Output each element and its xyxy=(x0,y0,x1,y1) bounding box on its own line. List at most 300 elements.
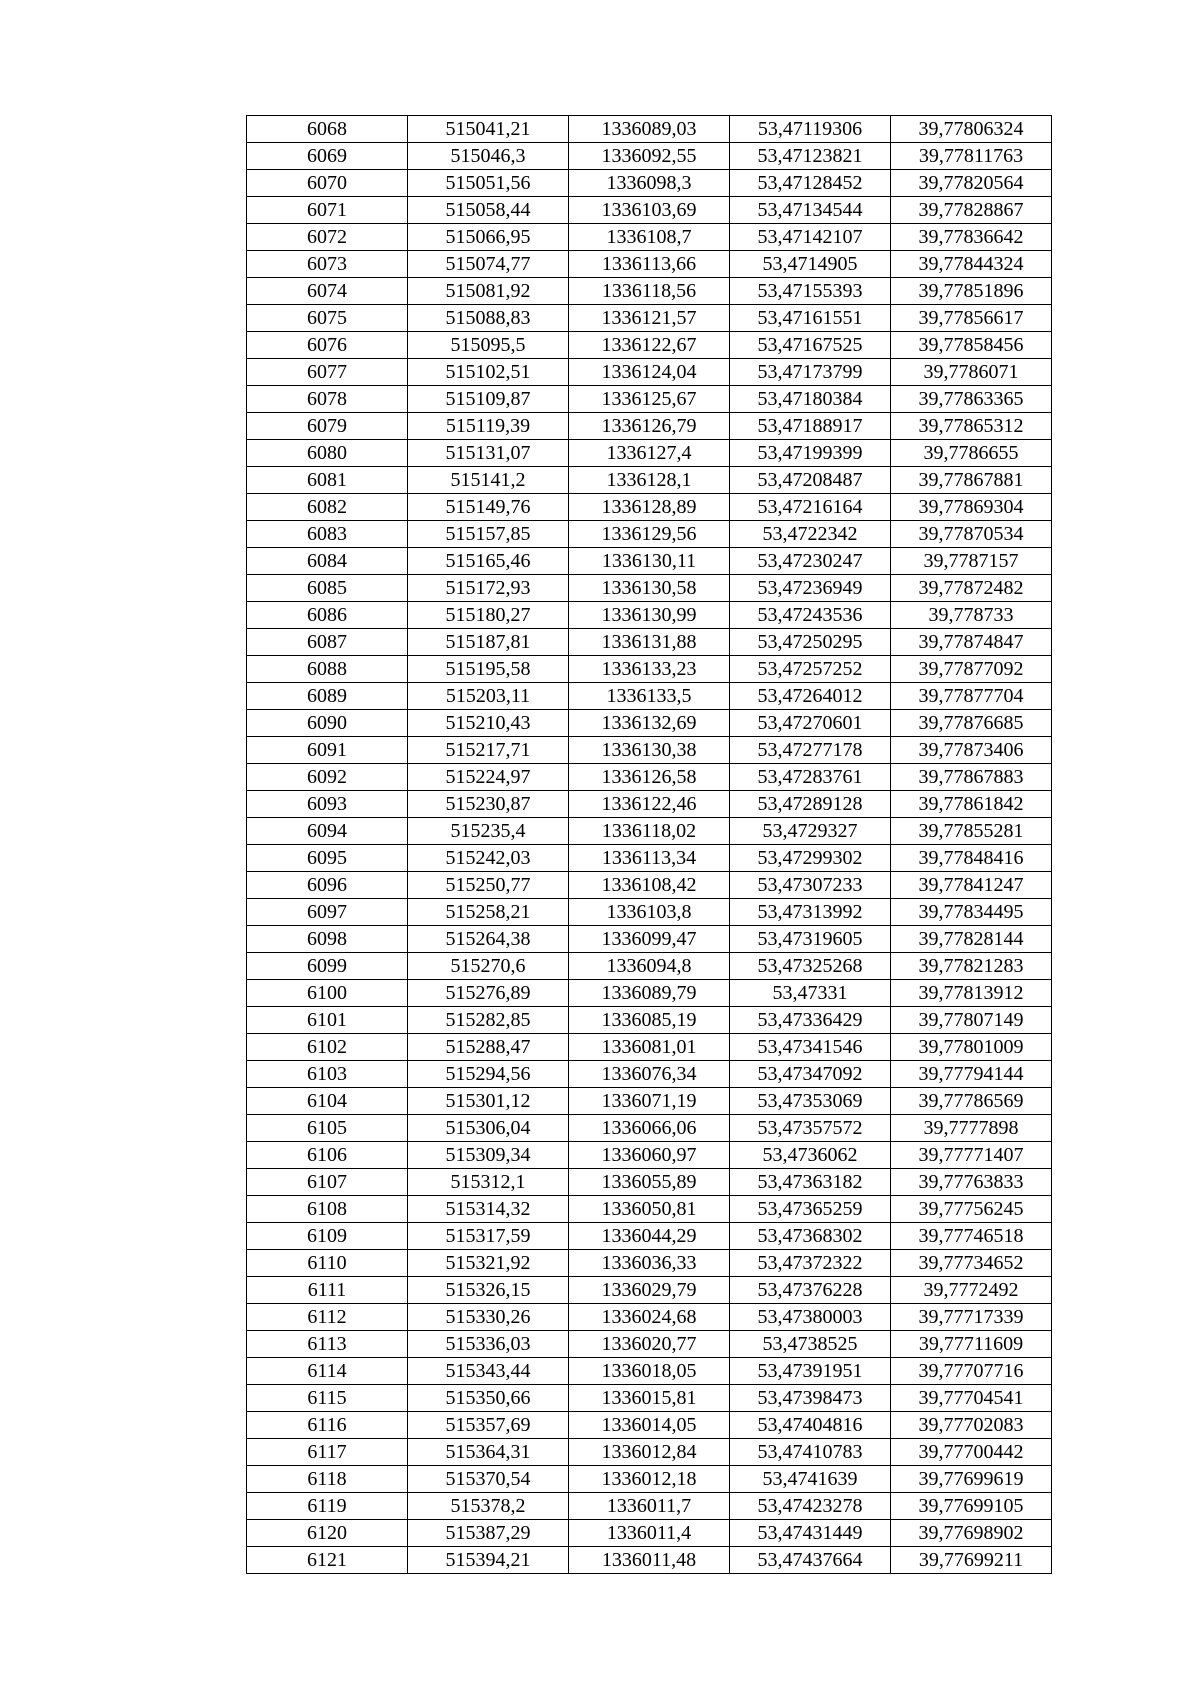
y-coordinate-cell: 1336108,42 xyxy=(569,872,730,899)
point-number-cell: 6108 xyxy=(247,1196,408,1223)
latitude-cell: 53,47188917 xyxy=(730,413,891,440)
point-number-cell: 6100 xyxy=(247,980,408,1007)
y-coordinate-cell: 1336132,69 xyxy=(569,710,730,737)
point-number-cell: 6094 xyxy=(247,818,408,845)
y-coordinate-cell: 1336122,46 xyxy=(569,791,730,818)
longitude-cell: 39,7772492 xyxy=(891,1277,1052,1304)
table-row xyxy=(247,548,1052,575)
table-row xyxy=(247,1169,1052,1196)
x-coordinate-cell: 515317,59 xyxy=(408,1223,569,1250)
table-row xyxy=(247,1412,1052,1439)
point-number-cell: 6068 xyxy=(247,116,408,143)
y-coordinate-cell: 1336113,34 xyxy=(569,845,730,872)
point-number-cell: 6096 xyxy=(247,872,408,899)
y-coordinate-cell: 1336131,88 xyxy=(569,629,730,656)
point-number-cell: 6075 xyxy=(247,305,408,332)
x-coordinate-cell: 515321,92 xyxy=(408,1250,569,1277)
latitude-cell: 53,4738525 xyxy=(730,1331,891,1358)
x-coordinate-cell: 515046,3 xyxy=(408,143,569,170)
x-coordinate-cell: 515195,58 xyxy=(408,656,569,683)
longitude-cell: 39,7786655 xyxy=(891,440,1052,467)
longitude-cell: 39,77873406 xyxy=(891,737,1052,764)
y-coordinate-cell: 1336055,89 xyxy=(569,1169,730,1196)
y-coordinate-cell: 1336018,05 xyxy=(569,1358,730,1385)
table-row xyxy=(247,953,1052,980)
latitude-cell: 53,47250295 xyxy=(730,629,891,656)
table-row xyxy=(247,629,1052,656)
x-coordinate-cell: 515378,2 xyxy=(408,1493,569,1520)
y-coordinate-cell: 1336089,03 xyxy=(569,116,730,143)
longitude-cell: 39,77700442 xyxy=(891,1439,1052,1466)
point-number-cell: 6078 xyxy=(247,386,408,413)
x-coordinate-cell: 515187,81 xyxy=(408,629,569,656)
table-row xyxy=(247,197,1052,224)
longitude-cell: 39,77855281 xyxy=(891,818,1052,845)
y-coordinate-cell: 1336128,89 xyxy=(569,494,730,521)
longitude-cell: 39,77702083 xyxy=(891,1412,1052,1439)
longitude-cell: 39,77872482 xyxy=(891,575,1052,602)
x-coordinate-cell: 515357,69 xyxy=(408,1412,569,1439)
x-coordinate-cell: 515224,97 xyxy=(408,764,569,791)
x-coordinate-cell: 515312,1 xyxy=(408,1169,569,1196)
longitude-cell: 39,77698902 xyxy=(891,1520,1052,1547)
x-coordinate-cell: 515288,47 xyxy=(408,1034,569,1061)
latitude-cell: 53,47365259 xyxy=(730,1196,891,1223)
longitude-cell: 39,77874847 xyxy=(891,629,1052,656)
x-coordinate-cell: 515394,21 xyxy=(408,1547,569,1574)
table-row xyxy=(247,899,1052,926)
x-coordinate-cell: 515051,56 xyxy=(408,170,569,197)
latitude-cell: 53,47277178 xyxy=(730,737,891,764)
latitude-cell: 53,47391951 xyxy=(730,1358,891,1385)
table-row xyxy=(247,1304,1052,1331)
x-coordinate-cell: 515309,34 xyxy=(408,1142,569,1169)
x-coordinate-cell: 515282,85 xyxy=(408,1007,569,1034)
latitude-cell: 53,47372322 xyxy=(730,1250,891,1277)
longitude-cell: 39,77746518 xyxy=(891,1223,1052,1250)
y-coordinate-cell: 1336103,8 xyxy=(569,899,730,926)
table-row xyxy=(247,170,1052,197)
y-coordinate-cell: 1336094,8 xyxy=(569,953,730,980)
latitude-cell: 53,47155393 xyxy=(730,278,891,305)
y-coordinate-cell: 1336098,3 xyxy=(569,170,730,197)
longitude-cell: 39,77807149 xyxy=(891,1007,1052,1034)
longitude-cell: 39,77699619 xyxy=(891,1466,1052,1493)
y-coordinate-cell: 1336118,02 xyxy=(569,818,730,845)
longitude-cell: 39,77806324 xyxy=(891,116,1052,143)
point-number-cell: 6115 xyxy=(247,1385,408,1412)
latitude-cell: 53,47264012 xyxy=(730,683,891,710)
table-row xyxy=(247,251,1052,278)
y-coordinate-cell: 1336133,5 xyxy=(569,683,730,710)
x-coordinate-cell: 515095,5 xyxy=(408,332,569,359)
table-row xyxy=(247,683,1052,710)
point-number-cell: 6084 xyxy=(247,548,408,575)
longitude-cell: 39,77841247 xyxy=(891,872,1052,899)
latitude-cell: 53,47142107 xyxy=(730,224,891,251)
coordinates-table xyxy=(246,115,1052,1574)
latitude-cell: 53,47437664 xyxy=(730,1547,891,1574)
x-coordinate-cell: 515336,03 xyxy=(408,1331,569,1358)
x-coordinate-cell: 515041,21 xyxy=(408,116,569,143)
y-coordinate-cell: 1336011,7 xyxy=(569,1493,730,1520)
longitude-cell: 39,7777898 xyxy=(891,1115,1052,1142)
point-number-cell: 6093 xyxy=(247,791,408,818)
x-coordinate-cell: 515230,87 xyxy=(408,791,569,818)
table-row xyxy=(247,521,1052,548)
table-row xyxy=(247,1115,1052,1142)
latitude-cell: 53,47431449 xyxy=(730,1520,891,1547)
y-coordinate-cell: 1336012,18 xyxy=(569,1466,730,1493)
point-number-cell: 6080 xyxy=(247,440,408,467)
point-number-cell: 6116 xyxy=(247,1412,408,1439)
longitude-cell: 39,77711609 xyxy=(891,1331,1052,1358)
x-coordinate-cell: 515066,95 xyxy=(408,224,569,251)
table-row xyxy=(247,818,1052,845)
x-coordinate-cell: 515387,29 xyxy=(408,1520,569,1547)
x-coordinate-cell: 515157,85 xyxy=(408,521,569,548)
longitude-cell: 39,77820564 xyxy=(891,170,1052,197)
longitude-cell: 39,7787157 xyxy=(891,548,1052,575)
x-coordinate-cell: 515165,46 xyxy=(408,548,569,575)
point-number-cell: 6097 xyxy=(247,899,408,926)
y-coordinate-cell: 1336071,19 xyxy=(569,1088,730,1115)
latitude-cell: 53,47257252 xyxy=(730,656,891,683)
table-row xyxy=(247,980,1052,1007)
point-number-cell: 6111 xyxy=(247,1277,408,1304)
latitude-cell: 53,47410783 xyxy=(730,1439,891,1466)
table-row xyxy=(247,116,1052,143)
latitude-cell: 53,47289128 xyxy=(730,791,891,818)
x-coordinate-cell: 515088,83 xyxy=(408,305,569,332)
longitude-cell: 39,77867881 xyxy=(891,467,1052,494)
table-row xyxy=(247,1466,1052,1493)
longitude-cell: 39,77707716 xyxy=(891,1358,1052,1385)
y-coordinate-cell: 1336014,05 xyxy=(569,1412,730,1439)
table-row xyxy=(247,1547,1052,1574)
longitude-cell: 39,77717339 xyxy=(891,1304,1052,1331)
table-row xyxy=(247,1034,1052,1061)
table-row xyxy=(247,332,1052,359)
latitude-cell: 53,47216164 xyxy=(730,494,891,521)
table-row xyxy=(247,1061,1052,1088)
x-coordinate-cell: 515350,66 xyxy=(408,1385,569,1412)
point-number-cell: 6098 xyxy=(247,926,408,953)
table-row xyxy=(247,1439,1052,1466)
x-coordinate-cell: 515276,89 xyxy=(408,980,569,1007)
table-row xyxy=(247,1007,1052,1034)
x-coordinate-cell: 515074,77 xyxy=(408,251,569,278)
x-coordinate-cell: 515306,04 xyxy=(408,1115,569,1142)
x-coordinate-cell: 515109,87 xyxy=(408,386,569,413)
table-row xyxy=(247,602,1052,629)
latitude-cell: 53,4722342 xyxy=(730,521,891,548)
point-number-cell: 6091 xyxy=(247,737,408,764)
x-coordinate-cell: 515141,2 xyxy=(408,467,569,494)
x-coordinate-cell: 515172,93 xyxy=(408,575,569,602)
longitude-cell: 39,77867883 xyxy=(891,764,1052,791)
longitude-cell: 39,77704541 xyxy=(891,1385,1052,1412)
longitude-cell: 39,77851896 xyxy=(891,278,1052,305)
y-coordinate-cell: 1336103,69 xyxy=(569,197,730,224)
longitude-cell: 39,77828144 xyxy=(891,926,1052,953)
latitude-cell: 53,47161551 xyxy=(730,305,891,332)
table-row xyxy=(247,1385,1052,1412)
table-row xyxy=(247,1250,1052,1277)
y-coordinate-cell: 1336113,66 xyxy=(569,251,730,278)
y-coordinate-cell: 1336126,58 xyxy=(569,764,730,791)
point-number-cell: 6083 xyxy=(247,521,408,548)
latitude-cell: 53,47347092 xyxy=(730,1061,891,1088)
longitude-cell: 39,77771407 xyxy=(891,1142,1052,1169)
y-coordinate-cell: 1336122,67 xyxy=(569,332,730,359)
latitude-cell: 53,47128452 xyxy=(730,170,891,197)
x-coordinate-cell: 515270,6 xyxy=(408,953,569,980)
longitude-cell: 39,77865312 xyxy=(891,413,1052,440)
y-coordinate-cell: 1336076,34 xyxy=(569,1061,730,1088)
x-coordinate-cell: 515250,77 xyxy=(408,872,569,899)
x-coordinate-cell: 515149,76 xyxy=(408,494,569,521)
y-coordinate-cell: 1336089,79 xyxy=(569,980,730,1007)
table-row xyxy=(247,791,1052,818)
y-coordinate-cell: 1336118,56 xyxy=(569,278,730,305)
latitude-cell: 53,47368302 xyxy=(730,1223,891,1250)
latitude-cell: 53,47243536 xyxy=(730,602,891,629)
table-row xyxy=(247,224,1052,251)
x-coordinate-cell: 515102,51 xyxy=(408,359,569,386)
y-coordinate-cell: 1336121,57 xyxy=(569,305,730,332)
x-coordinate-cell: 515294,56 xyxy=(408,1061,569,1088)
y-coordinate-cell: 1336011,4 xyxy=(569,1520,730,1547)
table-row xyxy=(247,494,1052,521)
latitude-cell: 53,4741639 xyxy=(730,1466,891,1493)
x-coordinate-cell: 515301,12 xyxy=(408,1088,569,1115)
x-coordinate-cell: 515370,54 xyxy=(408,1466,569,1493)
point-number-cell: 6076 xyxy=(247,332,408,359)
y-coordinate-cell: 1336024,68 xyxy=(569,1304,730,1331)
point-number-cell: 6087 xyxy=(247,629,408,656)
latitude-cell: 53,47325268 xyxy=(730,953,891,980)
x-coordinate-cell: 515326,15 xyxy=(408,1277,569,1304)
y-coordinate-cell: 1336130,11 xyxy=(569,548,730,575)
latitude-cell: 53,47307233 xyxy=(730,872,891,899)
point-number-cell: 6073 xyxy=(247,251,408,278)
y-coordinate-cell: 1336130,99 xyxy=(569,602,730,629)
latitude-cell: 53,47230247 xyxy=(730,548,891,575)
table-row xyxy=(247,1088,1052,1115)
latitude-cell: 53,47357572 xyxy=(730,1115,891,1142)
point-number-cell: 6104 xyxy=(247,1088,408,1115)
longitude-cell: 39,7786071 xyxy=(891,359,1052,386)
table-row xyxy=(247,656,1052,683)
point-number-cell: 6092 xyxy=(247,764,408,791)
point-number-cell: 6081 xyxy=(247,467,408,494)
longitude-cell: 39,77863365 xyxy=(891,386,1052,413)
latitude-cell: 53,47404816 xyxy=(730,1412,891,1439)
latitude-cell: 53,47380003 xyxy=(730,1304,891,1331)
x-coordinate-cell: 515217,71 xyxy=(408,737,569,764)
latitude-cell: 53,47283761 xyxy=(730,764,891,791)
y-coordinate-cell: 1336050,81 xyxy=(569,1196,730,1223)
longitude-cell: 39,77699211 xyxy=(891,1547,1052,1574)
latitude-cell: 53,47199399 xyxy=(730,440,891,467)
y-coordinate-cell: 1336066,06 xyxy=(569,1115,730,1142)
y-coordinate-cell: 1336029,79 xyxy=(569,1277,730,1304)
latitude-cell: 53,47353069 xyxy=(730,1088,891,1115)
table-row xyxy=(247,278,1052,305)
x-coordinate-cell: 515119,39 xyxy=(408,413,569,440)
latitude-cell: 53,47236949 xyxy=(730,575,891,602)
x-coordinate-cell: 515258,21 xyxy=(408,899,569,926)
latitude-cell: 53,47167525 xyxy=(730,332,891,359)
latitude-cell: 53,47341546 xyxy=(730,1034,891,1061)
x-coordinate-cell: 515264,38 xyxy=(408,926,569,953)
point-number-cell: 6088 xyxy=(247,656,408,683)
y-coordinate-cell: 1336092,55 xyxy=(569,143,730,170)
longitude-cell: 39,77869304 xyxy=(891,494,1052,521)
point-number-cell: 6089 xyxy=(247,683,408,710)
point-number-cell: 6119 xyxy=(247,1493,408,1520)
longitude-cell: 39,77848416 xyxy=(891,845,1052,872)
latitude-cell: 53,47123821 xyxy=(730,143,891,170)
latitude-cell: 53,47376228 xyxy=(730,1277,891,1304)
x-coordinate-cell: 515235,4 xyxy=(408,818,569,845)
longitude-cell: 39,77763833 xyxy=(891,1169,1052,1196)
point-number-cell: 6105 xyxy=(247,1115,408,1142)
point-number-cell: 6071 xyxy=(247,197,408,224)
longitude-cell: 39,77821283 xyxy=(891,953,1052,980)
y-coordinate-cell: 1336081,01 xyxy=(569,1034,730,1061)
point-number-cell: 6077 xyxy=(247,359,408,386)
point-number-cell: 6086 xyxy=(247,602,408,629)
table-row xyxy=(247,413,1052,440)
y-coordinate-cell: 1336044,29 xyxy=(569,1223,730,1250)
point-number-cell: 6082 xyxy=(247,494,408,521)
x-coordinate-cell: 515058,44 xyxy=(408,197,569,224)
longitude-cell: 39,77877704 xyxy=(891,683,1052,710)
latitude-cell: 53,4714905 xyxy=(730,251,891,278)
longitude-cell: 39,77836642 xyxy=(891,224,1052,251)
table-row xyxy=(247,1142,1052,1169)
point-number-cell: 6085 xyxy=(247,575,408,602)
latitude-cell: 53,47119306 xyxy=(730,116,891,143)
table-row xyxy=(247,1277,1052,1304)
point-number-cell: 6118 xyxy=(247,1466,408,1493)
y-coordinate-cell: 1336128,1 xyxy=(569,467,730,494)
y-coordinate-cell: 1336126,79 xyxy=(569,413,730,440)
table-row xyxy=(247,1493,1052,1520)
latitude-cell: 53,47270601 xyxy=(730,710,891,737)
longitude-cell: 39,778733 xyxy=(891,602,1052,629)
latitude-cell: 53,47336429 xyxy=(730,1007,891,1034)
table-row xyxy=(247,467,1052,494)
table-row xyxy=(247,143,1052,170)
point-number-cell: 6102 xyxy=(247,1034,408,1061)
x-coordinate-cell: 515364,31 xyxy=(408,1439,569,1466)
y-coordinate-cell: 1336129,56 xyxy=(569,521,730,548)
coordinates-table-body xyxy=(247,116,1052,1574)
longitude-cell: 39,77861842 xyxy=(891,791,1052,818)
point-number-cell: 6101 xyxy=(247,1007,408,1034)
x-coordinate-cell: 515242,03 xyxy=(408,845,569,872)
latitude-cell: 53,47398473 xyxy=(730,1385,891,1412)
latitude-cell: 53,47331 xyxy=(730,980,891,1007)
y-coordinate-cell: 1336036,33 xyxy=(569,1250,730,1277)
y-coordinate-cell: 1336020,77 xyxy=(569,1331,730,1358)
latitude-cell: 53,47173799 xyxy=(730,359,891,386)
longitude-cell: 39,77844324 xyxy=(891,251,1052,278)
table-row xyxy=(247,575,1052,602)
table-row xyxy=(247,1223,1052,1250)
longitude-cell: 39,77794144 xyxy=(891,1061,1052,1088)
longitude-cell: 39,77756245 xyxy=(891,1196,1052,1223)
y-coordinate-cell: 1336108,7 xyxy=(569,224,730,251)
x-coordinate-cell: 515330,26 xyxy=(408,1304,569,1331)
x-coordinate-cell: 515343,44 xyxy=(408,1358,569,1385)
x-coordinate-cell: 515081,92 xyxy=(408,278,569,305)
longitude-cell: 39,77870534 xyxy=(891,521,1052,548)
table-row xyxy=(247,1520,1052,1547)
point-number-cell: 6114 xyxy=(247,1358,408,1385)
longitude-cell: 39,77877092 xyxy=(891,656,1052,683)
latitude-cell: 53,4729327 xyxy=(730,818,891,845)
point-number-cell: 6106 xyxy=(247,1142,408,1169)
y-coordinate-cell: 1336133,23 xyxy=(569,656,730,683)
longitude-cell: 39,77786569 xyxy=(891,1088,1052,1115)
x-coordinate-cell: 515203,11 xyxy=(408,683,569,710)
longitude-cell: 39,77858456 xyxy=(891,332,1052,359)
x-coordinate-cell: 515210,43 xyxy=(408,710,569,737)
point-number-cell: 6109 xyxy=(247,1223,408,1250)
y-coordinate-cell: 1336015,81 xyxy=(569,1385,730,1412)
point-number-cell: 6120 xyxy=(247,1520,408,1547)
y-coordinate-cell: 1336060,97 xyxy=(569,1142,730,1169)
point-number-cell: 6110 xyxy=(247,1250,408,1277)
latitude-cell: 53,4736062 xyxy=(730,1142,891,1169)
latitude-cell: 53,47423278 xyxy=(730,1493,891,1520)
table-row xyxy=(247,710,1052,737)
table-row xyxy=(247,359,1052,386)
point-number-cell: 6107 xyxy=(247,1169,408,1196)
point-number-cell: 6070 xyxy=(247,170,408,197)
longitude-cell: 39,77876685 xyxy=(891,710,1052,737)
latitude-cell: 53,47299302 xyxy=(730,845,891,872)
point-number-cell: 6112 xyxy=(247,1304,408,1331)
latitude-cell: 53,47363182 xyxy=(730,1169,891,1196)
longitude-cell: 39,77734652 xyxy=(891,1250,1052,1277)
table-row xyxy=(247,1196,1052,1223)
table-row xyxy=(247,1358,1052,1385)
latitude-cell: 53,47208487 xyxy=(730,467,891,494)
point-number-cell: 6113 xyxy=(247,1331,408,1358)
latitude-cell: 53,47180384 xyxy=(730,386,891,413)
point-number-cell: 6103 xyxy=(247,1061,408,1088)
longitude-cell: 39,77813912 xyxy=(891,980,1052,1007)
table-row xyxy=(247,737,1052,764)
longitude-cell: 39,77856617 xyxy=(891,305,1052,332)
point-number-cell: 6074 xyxy=(247,278,408,305)
y-coordinate-cell: 1336011,48 xyxy=(569,1547,730,1574)
latitude-cell: 53,47134544 xyxy=(730,197,891,224)
table-row xyxy=(247,1331,1052,1358)
table-row xyxy=(247,926,1052,953)
y-coordinate-cell: 1336012,84 xyxy=(569,1439,730,1466)
point-number-cell: 6072 xyxy=(247,224,408,251)
table-row xyxy=(247,872,1052,899)
point-number-cell: 6090 xyxy=(247,710,408,737)
latitude-cell: 53,47319605 xyxy=(730,926,891,953)
table-row xyxy=(247,305,1052,332)
